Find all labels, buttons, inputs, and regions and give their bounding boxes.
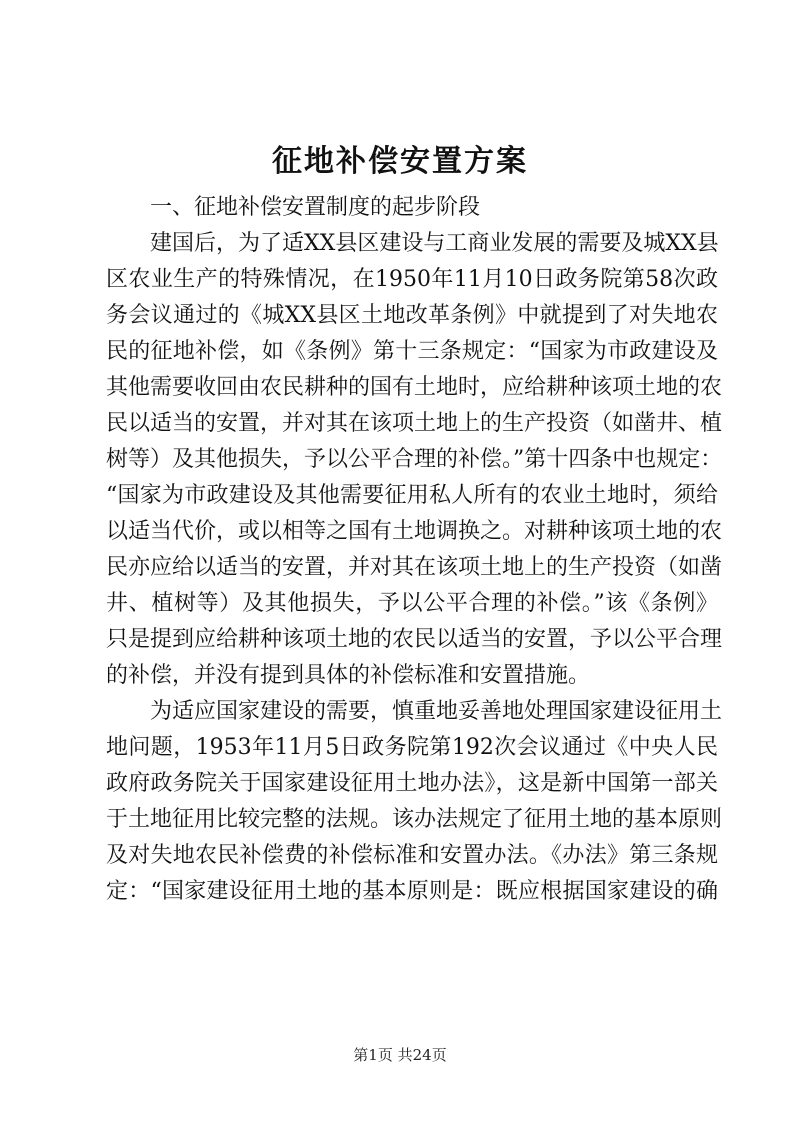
page-number-footer: 第1页 共24页 <box>353 1046 447 1064</box>
paragraph-line: 井、植树等）及其他损失，予以公平合理的补偿。”该《条例》 <box>106 591 718 616</box>
document-title: 征地补偿安置方案 <box>272 144 528 179</box>
paragraph-line: 为适应国家建设的需要，慎重地妥善地处理国家建设征用土 <box>150 699 723 724</box>
paragraph-line: 民亦应给以适当的安置，并对其在该项土地上的生产投资（如凿 <box>106 555 723 580</box>
paragraph-2 <box>106 694 723 910</box>
paragraph-1 <box>106 226 723 694</box>
paragraph-line: 以适当代价，或以相等之国有土地调换之。对耕种该项土地的农 <box>106 519 723 544</box>
paragraph-line: 民以适当的安置，并对其在该项土地上的生产投资（如凿井、植 <box>106 411 723 436</box>
paragraph-line: 民的征地补偿，如《条例》第十三条规定：“国家为市政建设及 <box>106 339 718 364</box>
paragraph-line: 只是提到应给耕种该项土地的农民以适当的安置，予以公平合理 <box>106 627 723 652</box>
section-heading: 一、征地补偿安置制度的起步阶段 <box>150 195 481 220</box>
paragraph-line: “国家为市政建设及其他需要征用私人所有的农业土地时，须给 <box>106 483 718 508</box>
paragraph-line: 务会议通过的《城XX县区土地改革条例》中就提到了对失地农 <box>106 303 718 328</box>
document-body <box>106 190 723 910</box>
paragraph-line: 政府政务院关于国家建设征用土地办法》，这是新中国第一部关 <box>106 771 718 796</box>
paragraph-line: 树等）及其他损失，予以公平合理的补偿。”第十四条中也规定： <box>106 447 723 472</box>
paragraph-line: 地问题，1953年11月5日政务院第192次会议通过《中央人民 <box>106 735 718 760</box>
paragraph-line: 及对失地农民补偿费的补偿标准和安置办法。《办法》第三条规 <box>106 843 718 868</box>
paragraph-line: 建国后，为了适XX县区建设与工商业发展的需要及城XX县 <box>150 231 719 256</box>
paragraph-line: 其他需要收回由农民耕种的国有土地时，应给耕种该项土地的农 <box>106 375 723 400</box>
paragraph-line: 于土地征用比较完整的法规。该办法规定了征用土地的基本原则 <box>106 807 723 832</box>
paragraph-line: 定：“国家建设征用土地的基本原则是：既应根据国家建设的确 <box>106 879 718 904</box>
paragraph-line: 区农业生产的特殊情况，在1950年11月10日政务院第58次政 <box>106 267 718 292</box>
paragraph-line: 的补偿，并没有提到具体的补偿标准和安置措施。 <box>106 663 591 688</box>
